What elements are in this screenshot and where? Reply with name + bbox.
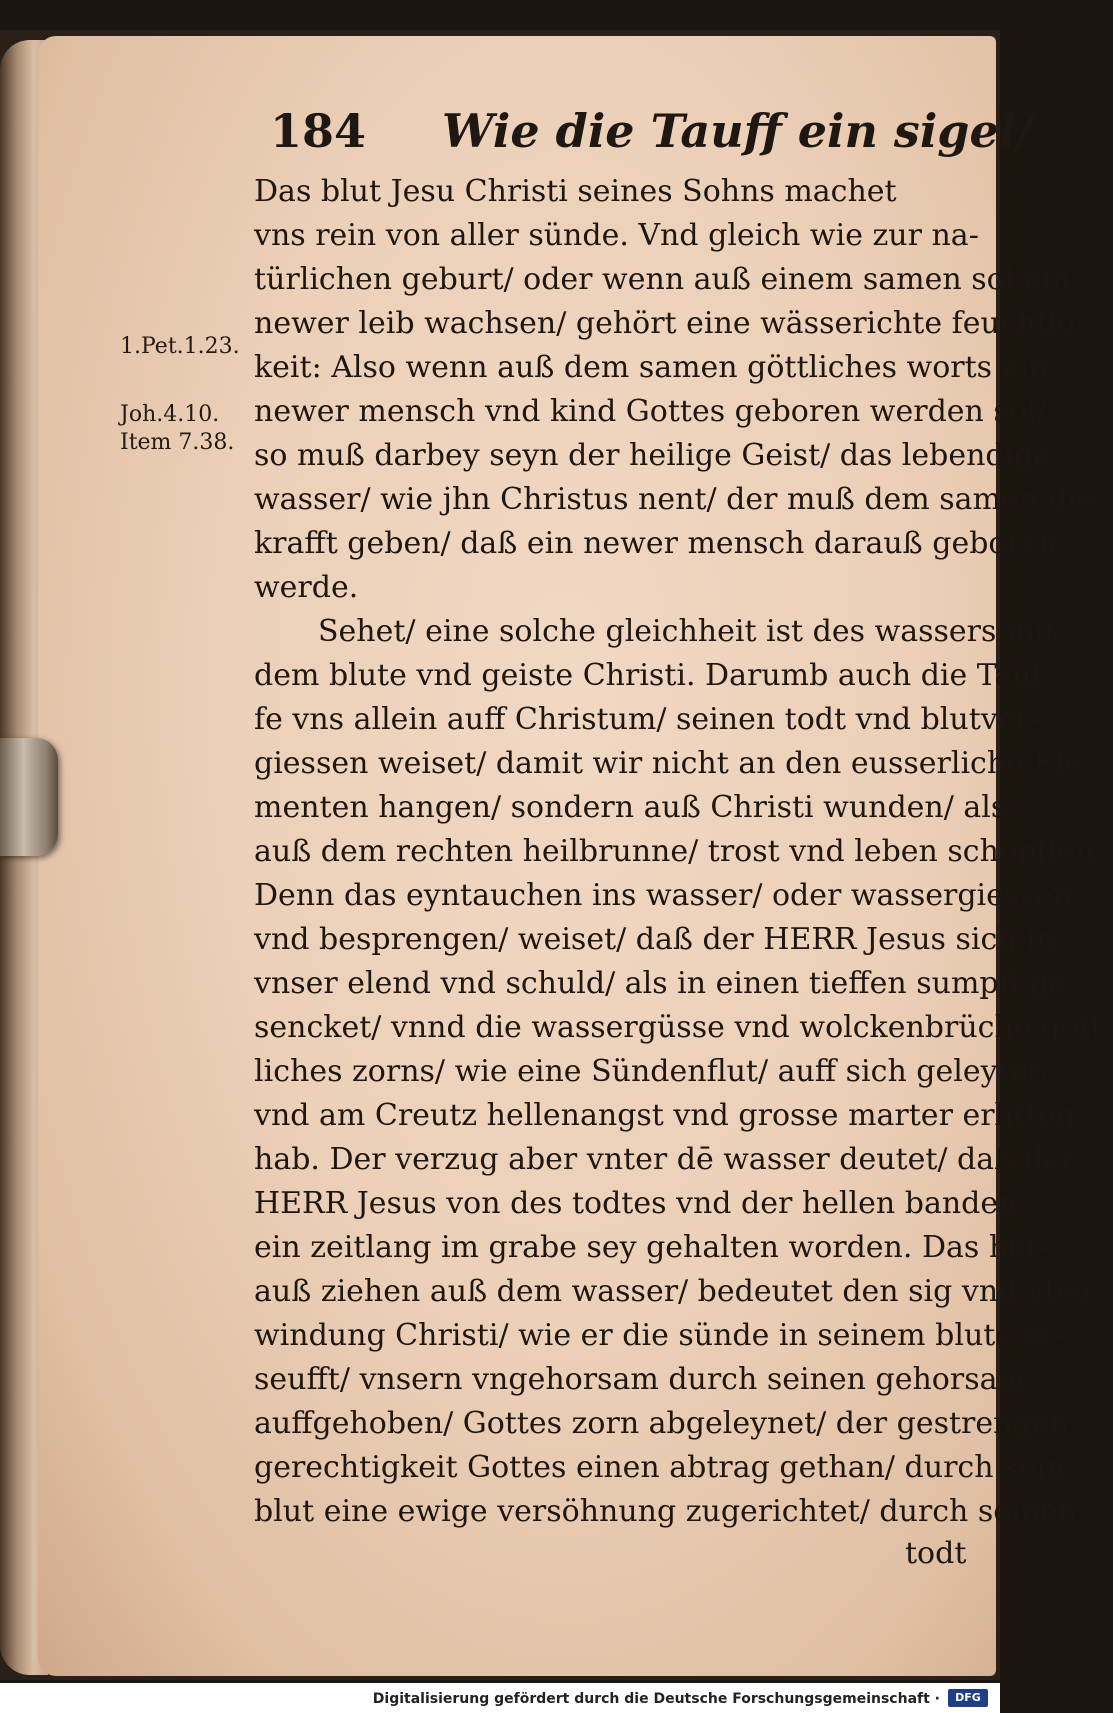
text-line: vnd am Creutz hellenangst vnd grosse marter erlitten — [254, 1098, 1075, 1133]
margin-note-joh: Joh.4.10. — [120, 402, 220, 427]
text-line: türlichen geburt/ oder wenn auß einem samen sol ein — [254, 262, 1071, 297]
text-line: auß ziehen auß dem wasser/ bedeutet den sig vnd vber- — [254, 1274, 1106, 1309]
dfg-logo[interactable]: DFG — [948, 1689, 988, 1707]
text-line: giessen weiset/ damit wir nicht an den eusserliche Ele- — [254, 746, 1093, 781]
text-line: fe vns allein auff Christum/ seinen todt vnd blutver- — [254, 702, 1040, 737]
text-line: dem blute vnd geiste Christi. Darumb auch die Tauf- — [254, 658, 1052, 693]
text-line: vns rein von aller sünde. Vnd gleich wie zur na- — [254, 218, 979, 253]
text-line: Das blut Jesu Christi seines Sohns machet — [254, 174, 897, 209]
text-line: krafft geben/ daß ein newer mensch darauß geboren — [254, 526, 1058, 561]
text-line: hab. Der verzug aber vnter dē wasser deutet/ daß der — [254, 1142, 1075, 1177]
text-line: werde. — [254, 570, 359, 605]
margin-note-pet: 1.Pet.1.23. — [120, 334, 240, 359]
text-line: liches zorns/ wie eine Sündenflut/ auff sich geleytet/ — [254, 1054, 1050, 1089]
text-line: menten hangen/ sondern auß Christi wunden/ als — [254, 790, 1007, 825]
footer-bar — [0, 1683, 1000, 1713]
running-head — [270, 104, 1033, 158]
text-line: Sehet/ eine solche gleichheit ist des wassers mit — [318, 614, 1056, 649]
text-line: seufft/ vnsern vngehorsam durch seinen gehorsam — [254, 1362, 1026, 1397]
text-line: newer leib wachsen/ gehört eine wässerichte feuchtig- — [254, 306, 1087, 341]
text-line: gerechtigkeit Gottes einen abtrag gethan/ durch sein — [254, 1450, 1066, 1485]
text-line: Denn das eyntauchen ins wasser/ oder wassergiessen — [254, 878, 1072, 913]
text-line: so muß darbey seyn der heilige Geist/ das lebendige — [254, 438, 1052, 473]
text-line: ein zeitlang im grabe sey gehalten worden. Das her- — [254, 1230, 1051, 1265]
footer-credit: Digitalisierung gefördert durch die Deutsche Forschungsgemeinschaft · — [372, 1691, 940, 1707]
book-clasp — [0, 738, 58, 856]
text-line: newer mensch vnd kind Gottes geboren werden sol/ — [254, 394, 1047, 429]
catchword: todt — [905, 1536, 967, 1571]
margin-note-item: Item 7.38. — [120, 430, 235, 455]
running-title: Wie die Tauff ein sigel/ — [442, 104, 1033, 158]
text-line: auß dem rechten heilbrunne/ trost vnd leben schöpffen. — [254, 834, 1105, 869]
text-line: keit: Also wenn auß dem samen göttliches worts ein — [254, 350, 1049, 385]
text-line: auffgehoben/ Gottes zorn abgeleynet/ der gestrengen — [254, 1406, 1069, 1441]
text-line: wasser/ wie jhn Christus nent/ der muß dem samen die — [254, 482, 1095, 517]
text-line: windung Christi/ wie er die sünde in seinem blute er- — [254, 1318, 1065, 1353]
body-text — [254, 170, 1113, 1534]
text-line: vnser elend vnd schuld/ als in einen tieffen sumpff ge- — [254, 966, 1077, 1001]
text-line: blut eine ewige versöhnung zugerichtet/ durch seinen — [254, 1494, 1078, 1529]
text-line: sencket/ vnnd die wassergüsse vnd wolckenbrüche gött- — [254, 1010, 1113, 1045]
page-number: 184 — [270, 104, 367, 158]
text-line: vnd besprengen/ weiset/ daß der HERR Jesus sich in — [254, 922, 1056, 957]
text-line: HERR Jesus von des todtes vnd der hellen banden — [254, 1186, 1018, 1221]
